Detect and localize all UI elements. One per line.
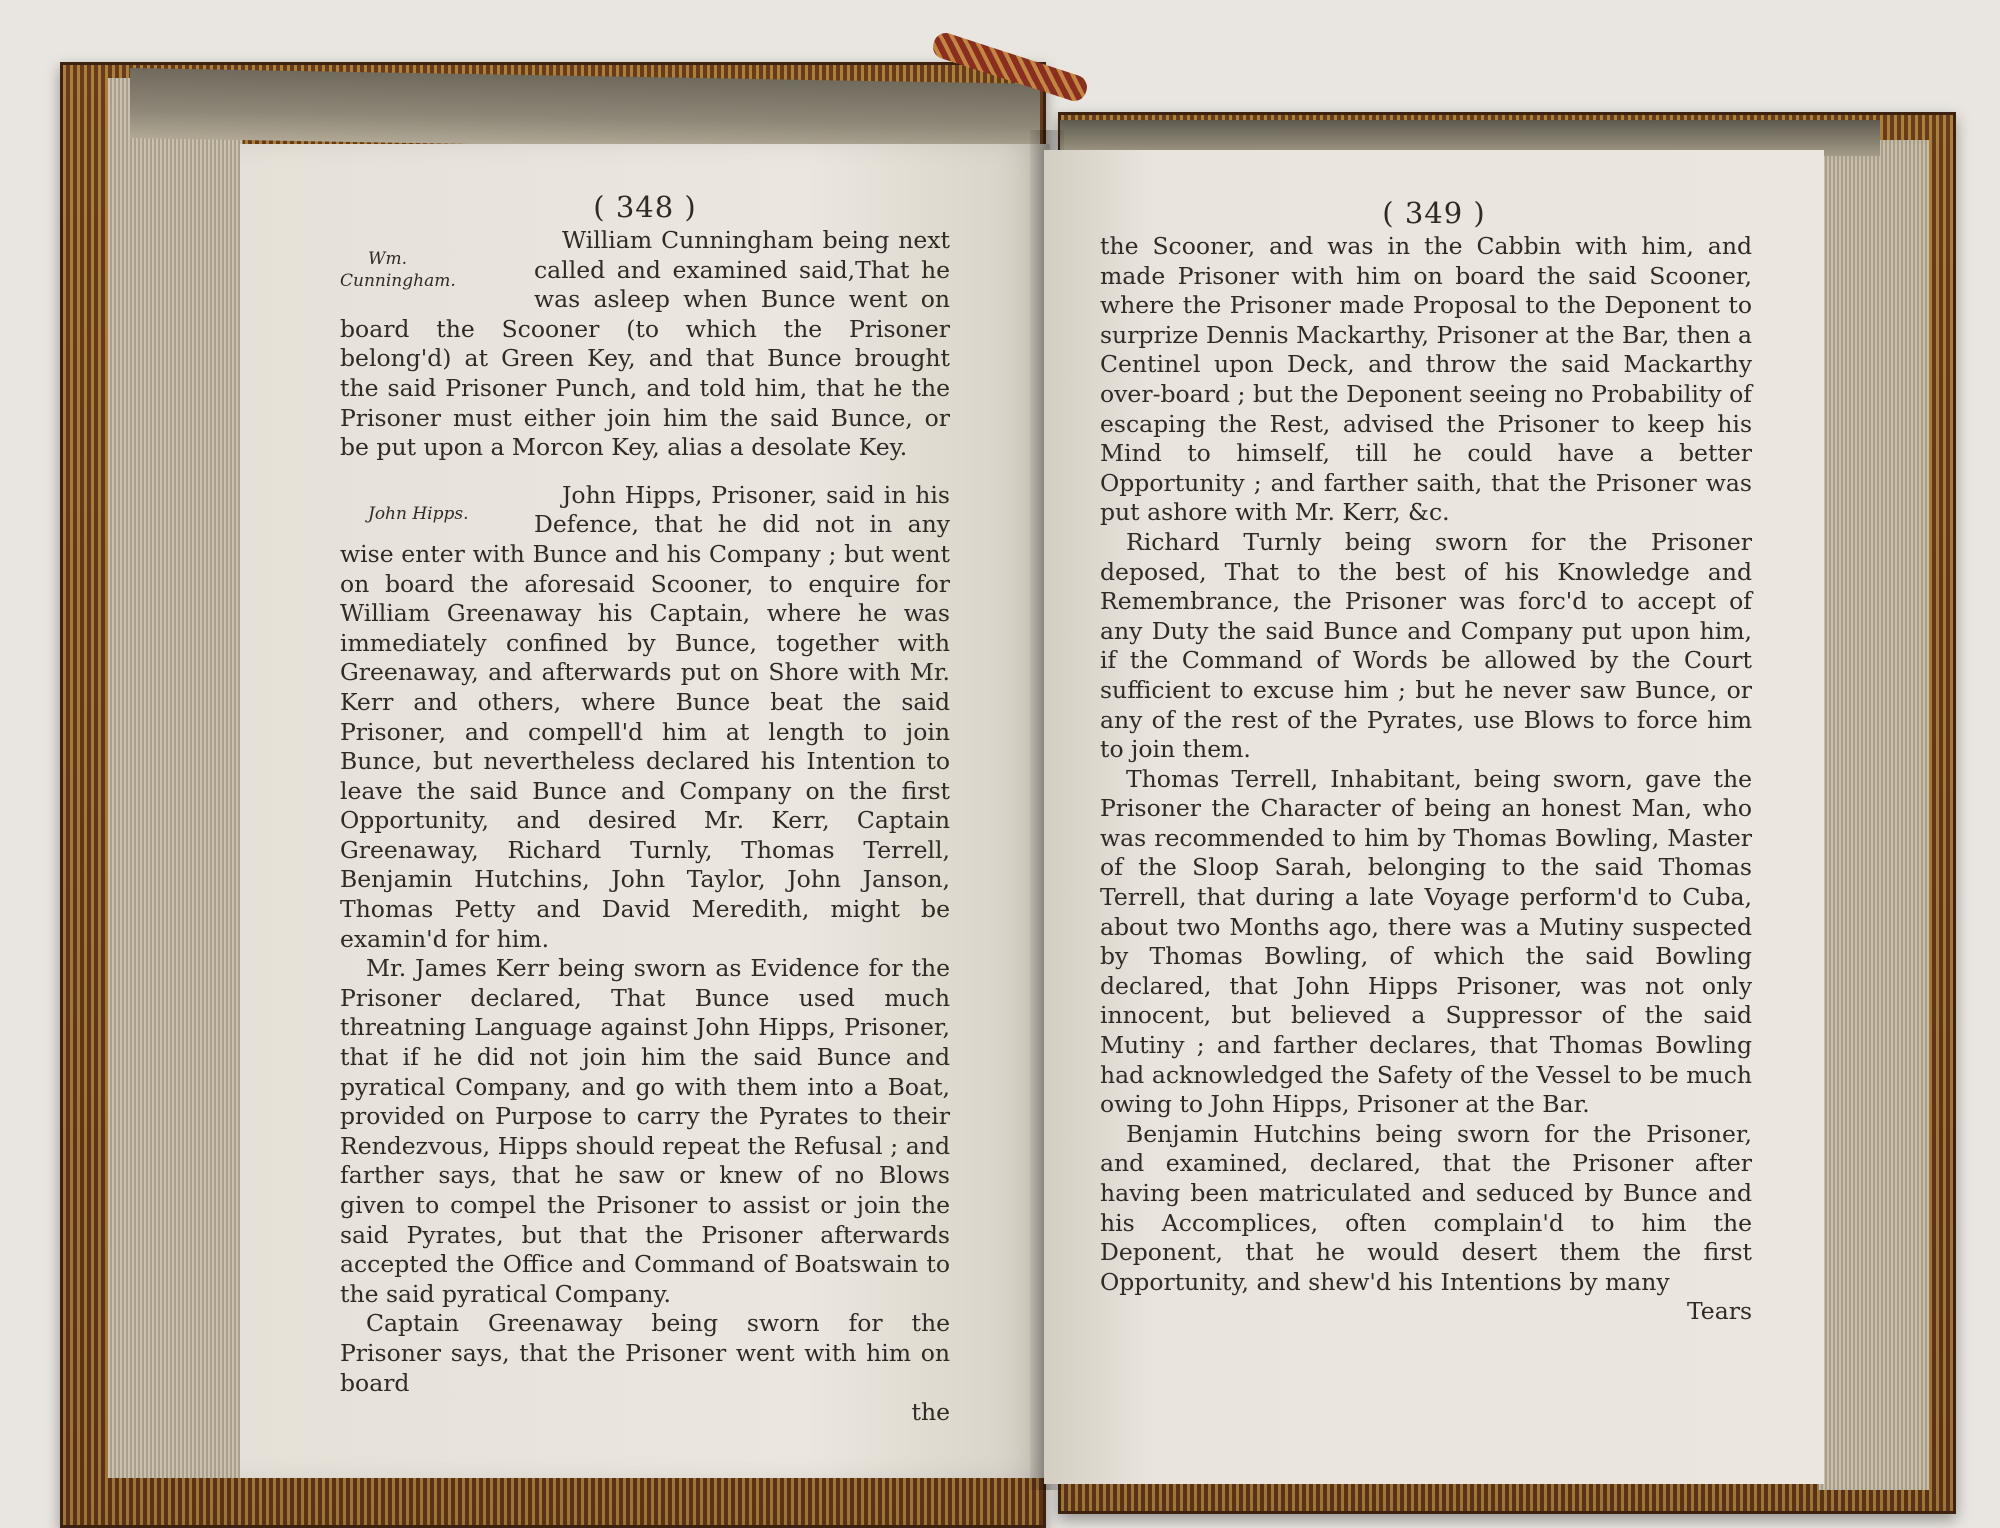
page-number-right: ( 349 )	[1382, 196, 1486, 230]
paragraph-turnly: Richard Turnly being sworn for the Prisoner deposed, That to the best of his Knowledge and Remembrance, the Prisoner was forc'd to accept of any Duty the said Bunce and Company put upon him, if the Command of Words be allowed by the Court sufficient to excuse him ; but he never saw Bunce, or any of the rest of the Pyrates, use Blows to force him to join them.	[1100, 527, 1752, 764]
page-number-left: ( 348 )	[593, 190, 697, 224]
left-page-text	[340, 226, 950, 1428]
paragraph-hipps-defence	[340, 481, 950, 955]
paragraph-kerr: Mr. James Kerr being sworn as Evidence for the Prisoner declared, That Bunce used much threatning Language against John Hipps, Prisoner, that if he did not join him the said Bunce and pyratical Company, and go with them into a Boat, provided on Purpose to carry the Pyrates to their Rendezvous, Hipps should repeat the Refusal ; and farther says, that he saw or knew of no Blows given to compel the Prisoner to assist or join the said Pyrates, but that the Prisoner afterwards accepted the Office and Command of Boatswain to the said pyratical Company.	[340, 954, 950, 1308]
right-page-edges	[1818, 140, 1929, 1490]
catchword-right: Tears	[1686, 1297, 1752, 1326]
paragraph-text: John Hipps, Prisoner, said in his Defence, that he did not in any wise enter with Bunce and his Company ; but went on board the aforesaid Scooner, to enquire for William Greenaway his Captain, where he was immediately confined by Bunce, together with Greenaway, and afterwards put on Shore with Mr. Kerr and others, where Bunce beat the said Prisoner, and compell'd him at length to join Bunce, but nevertheless declared his Intention to leave the said Bunce and Company on the first Opportunity, and desired Mr. Kerr, Captain Greenaway, Richard Turnly, Thomas Terrell, Benjamin Hutchins, John Taylor, John Janson, Thomas Petty and David Meredith, might be examin'd for him.	[340, 480, 950, 953]
margin-note-cunningham: Wm. Cunningham.	[340, 249, 456, 291]
paragraph-terrell: Thomas Terrell, Inhabitant, being sworn, gave the Prisoner the Character of being an honest Man, who was recommended to him by Thomas Bowling, Master of the Sloop Sarah, belonging to the said Thomas Terrell, that during a late Voyage perform'd to Cuba, about two Months ago, there was a Mutiny suspected by Thomas Bowling, of which the said Bowling declared, that John Hipps Prisoner, was not only innocent, but believed a Suppressor of the said Mutiny ; and farther declares, that Thomas Bowling had acknowledged the Safety of the Vessel to be much owing to John Hipps, Prisoner at the Bar.	[1100, 764, 1752, 1119]
paragraph-greenaway: Captain Greenaway being sworn for the Prisoner says, that the Prisoner went with him on board	[340, 1309, 950, 1397]
paragraph-scooner: the Scooner, and was in the Cabbin with him, and made Prisoner with him on board the said Scooner, where the Prisoner made Proposal to the Deponent to surprize Dennis Mackarthy, Prisoner at the Bar, then a Centinel upon Deck, and throw the said Mackarthy over-board ; but the Deponent seeing no Probability of escaping the Rest, advised the Prisoner to keep his Mind to himself, till he could have a better Opportunity ; and farther saith, that the Prisoner was put ashore with Mr. Kerr, &c.	[1100, 232, 1752, 527]
left-page	[240, 144, 1050, 1478]
paragraph-hutchins: Benjamin Hutchins being sworn for the Prisoner, and examined, declared, that the Prisoner after having been matriculated and seduced by Bunce and his Accomplices, often complain'd to him the Deponent, that he would desert them the first Opportunity, and shew'd his Intentions by many	[1100, 1119, 1752, 1296]
paragraph-cunningham	[340, 226, 950, 463]
paragraph-text: William Cunningham being next called and examined said,That he was asleep when Bunce went on board the Scooner (to which the Prisoner belong'd) at Green Key, and that Bunce brought the said Prisoner Punch, and told him, that he the Prisoner must either join him the said Bunce, or be put upon a Morcon Key, alias a desolate Key.	[340, 226, 950, 462]
left-page-edges	[108, 78, 243, 1478]
right-page	[1044, 150, 1824, 1484]
catchword-left: the	[911, 1398, 950, 1427]
right-page-text	[1100, 232, 1752, 1327]
margin-note-hipps: John Hipps.	[368, 503, 469, 524]
